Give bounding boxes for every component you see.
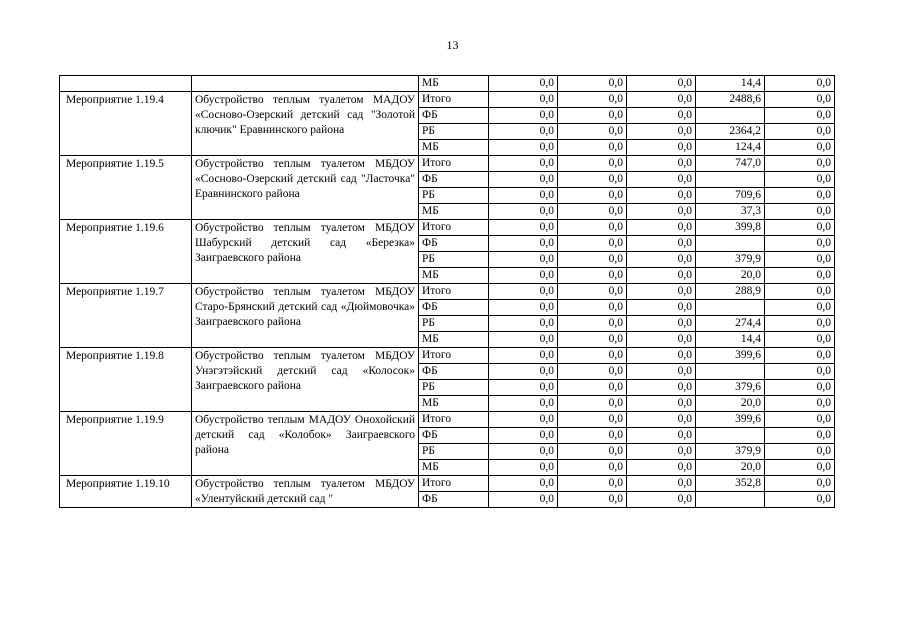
amount-cell: 0,0 [489,284,558,300]
amount-cell: 0,0 [558,220,627,236]
funding-source-cell: МБ [419,396,489,412]
amount-cell: 379,9 [696,444,765,460]
funding-source-cell: Итого [419,220,489,236]
measure-description-cell: Обустройство теплым туалетом МБДОУ Шабурский детский сад «Березка» Заиграевского района [192,220,419,284]
funding-source-cell: МБ [419,332,489,348]
amount-cell: 0,0 [627,428,696,444]
amount-cell: 0,0 [558,476,627,492]
amount-cell: 0,0 [489,204,558,220]
amount-cell: 379,6 [696,380,765,396]
amount-cell: 0,0 [627,460,696,476]
table-row [60,412,835,428]
measure-code-cell: Мероприятие 1.19.4 [60,92,192,156]
amount-cell: 0,0 [627,124,696,140]
amount-cell: 0,0 [765,92,835,108]
measure-code-cell: Мероприятие 1.19.8 [60,348,192,412]
amount-cell: 0,0 [558,156,627,172]
amount-cell: 0,0 [489,252,558,268]
amount-cell: 352,8 [696,476,765,492]
amount-cell: 0,0 [558,124,627,140]
amount-cell: 747,0 [696,156,765,172]
amount-cell: 0,0 [765,492,835,508]
measure-description-cell [192,76,419,92]
table-row [60,348,835,364]
amount-cell: 0,0 [558,236,627,252]
amount-cell: 0,0 [765,172,835,188]
amount-cell: 0,0 [765,252,835,268]
amount-cell: 0,0 [765,332,835,348]
amount-cell: 0,0 [489,92,558,108]
funding-source-cell: ФБ [419,492,489,508]
amount-cell: 379,9 [696,252,765,268]
amount-cell: 0,0 [489,332,558,348]
amount-cell: 0,0 [558,284,627,300]
amount-cell: 0,0 [765,124,835,140]
budget-table [59,75,835,508]
measure-description-cell: Обустройство теплым туалетом МБДОУ Старо-Брянский детский сад «Дюймовочка» Заиграевского района [192,284,419,348]
amount-cell: 2488,6 [696,92,765,108]
amount-cell: 37,3 [696,204,765,220]
amount-cell: 0,0 [627,252,696,268]
measure-code-cell: Мероприятие 1.19.6 [60,220,192,284]
amount-cell: 0,0 [489,364,558,380]
funding-source-cell: РБ [419,444,489,460]
amount-cell: 0,0 [765,300,835,316]
amount-cell: 0,0 [558,268,627,284]
amount-cell: 0,0 [558,316,627,332]
amount-cell: 0,0 [765,364,835,380]
funding-source-cell: Итого [419,92,489,108]
budget-table-body [60,76,835,508]
amount-cell: 0,0 [489,140,558,156]
amount-cell: 14,4 [696,332,765,348]
table-row [60,92,835,108]
amount-cell: 0,0 [765,412,835,428]
amount-cell: 2364,2 [696,124,765,140]
amount-cell: 709,6 [696,188,765,204]
amount-cell: 0,0 [765,156,835,172]
amount-cell [696,172,765,188]
measure-description-cell: Обустройство теплым МАДОУ Онохойский детский сад «Колобок» Заиграевского района [192,412,419,476]
amount-cell: 0,0 [558,444,627,460]
amount-cell: 0,0 [489,300,558,316]
amount-cell: 0,0 [558,428,627,444]
amount-cell: 0,0 [765,476,835,492]
amount-cell: 0,0 [558,188,627,204]
measure-code-cell: Мероприятие 1.19.5 [60,156,192,220]
amount-cell [696,236,765,252]
amount-cell: 0,0 [627,172,696,188]
amount-cell: 0,0 [489,156,558,172]
table-row [60,476,835,492]
amount-cell: 0,0 [627,188,696,204]
amount-cell: 0,0 [765,444,835,460]
funding-source-cell: РБ [419,252,489,268]
amount-cell: 0,0 [627,332,696,348]
funding-source-cell: ФБ [419,428,489,444]
amount-cell: 0,0 [489,348,558,364]
amount-cell: 0,0 [558,204,627,220]
measure-code-cell: Мероприятие 1.19.7 [60,284,192,348]
amount-cell: 0,0 [765,284,835,300]
measure-description-cell: Обустройство теплым туалетом МБДОУ «Улентуйский детский сад " [192,476,419,508]
amount-cell: 399,6 [696,412,765,428]
funding-source-cell: Итого [419,412,489,428]
amount-cell: 0,0 [627,300,696,316]
amount-cell: 0,0 [765,220,835,236]
table-row [60,76,835,92]
amount-cell: 0,0 [558,348,627,364]
funding-source-cell: РБ [419,188,489,204]
amount-cell: 0,0 [558,460,627,476]
amount-cell: 0,0 [489,172,558,188]
amount-cell: 0,0 [489,444,558,460]
amount-cell: 399,6 [696,348,765,364]
amount-cell: 0,0 [765,428,835,444]
amount-cell: 0,0 [489,108,558,124]
amount-cell: 0,0 [558,412,627,428]
measure-code-cell: Мероприятие 1.19.10 [60,476,192,508]
amount-cell [696,300,765,316]
amount-cell: 20,0 [696,460,765,476]
amount-cell: 0,0 [627,396,696,412]
funding-source-cell: МБ [419,204,489,220]
amount-cell: 0,0 [627,220,696,236]
amount-cell: 0,0 [627,156,696,172]
amount-cell: 399,8 [696,220,765,236]
amount-cell: 0,0 [765,188,835,204]
amount-cell: 0,0 [765,380,835,396]
table-row [60,156,835,172]
amount-cell: 0,0 [627,380,696,396]
amount-cell: 0,0 [489,492,558,508]
amount-cell: 0,0 [627,364,696,380]
amount-cell: 0,0 [489,396,558,412]
amount-cell [696,108,765,124]
funding-source-cell: ФБ [419,364,489,380]
funding-source-cell: МБ [419,460,489,476]
amount-cell: 0,0 [627,316,696,332]
amount-cell: 0,0 [627,348,696,364]
amount-cell: 0,0 [765,316,835,332]
amount-cell: 0,0 [558,332,627,348]
amount-cell: 0,0 [765,204,835,220]
amount-cell: 0,0 [627,444,696,460]
amount-cell: 20,0 [696,396,765,412]
measure-description-cell: Обустройство теплым туалетом МБДОУ Унэгэтэйский детский сад «Колосок» Заиграевского района [192,348,419,412]
funding-source-cell: ФБ [419,172,489,188]
amount-cell: 0,0 [627,412,696,428]
funding-source-cell: Итого [419,284,489,300]
amount-cell: 0,0 [765,348,835,364]
amount-cell: 0,0 [489,412,558,428]
measure-code-cell: Мероприятие 1.19.9 [60,412,192,476]
amount-cell: 0,0 [489,460,558,476]
amount-cell: 0,0 [489,188,558,204]
amount-cell: 0,0 [627,236,696,252]
table-row [60,284,835,300]
amount-cell: 0,0 [558,92,627,108]
funding-source-cell: ФБ [419,108,489,124]
amount-cell: 20,0 [696,268,765,284]
measure-description-cell: Обустройство теплым туалетом МАДОУ «Сосново-Озерский детский сад "Золотой ключик" Еравнинского района [192,92,419,156]
amount-cell: 0,0 [489,380,558,396]
amount-cell: 0,0 [765,76,835,92]
amount-cell: 274,4 [696,316,765,332]
amount-cell: 0,0 [627,492,696,508]
funding-source-cell: ФБ [419,236,489,252]
amount-cell: 0,0 [627,76,696,92]
amount-cell: 0,0 [627,140,696,156]
table-row [60,220,835,236]
funding-source-cell: Итого [419,476,489,492]
amount-cell: 0,0 [627,108,696,124]
amount-cell: 0,0 [627,476,696,492]
amount-cell: 124,4 [696,140,765,156]
funding-source-cell: ФБ [419,300,489,316]
amount-cell: 0,0 [558,252,627,268]
amount-cell: 0,0 [765,268,835,284]
amount-cell [696,492,765,508]
amount-cell: 0,0 [765,460,835,476]
amount-cell: 0,0 [489,236,558,252]
amount-cell: 0,0 [558,76,627,92]
amount-cell: 0,0 [489,316,558,332]
amount-cell: 0,0 [558,108,627,124]
funding-source-cell: РБ [419,124,489,140]
funding-source-cell: РБ [419,380,489,396]
amount-cell: 0,0 [558,396,627,412]
amount-cell: 0,0 [558,140,627,156]
amount-cell: 288,9 [696,284,765,300]
funding-source-cell: РБ [419,316,489,332]
amount-cell: 0,0 [627,284,696,300]
amount-cell: 0,0 [558,492,627,508]
amount-cell [696,428,765,444]
funding-source-cell: Итого [419,348,489,364]
funding-source-cell: МБ [419,140,489,156]
amount-cell: 0,0 [765,108,835,124]
amount-cell: 0,0 [489,428,558,444]
amount-cell: 0,0 [765,140,835,156]
amount-cell: 0,0 [489,76,558,92]
amount-cell: 0,0 [489,124,558,140]
amount-cell: 0,0 [489,476,558,492]
amount-cell: 0,0 [558,380,627,396]
amount-cell: 0,0 [765,396,835,412]
amount-cell [696,364,765,380]
amount-cell: 0,0 [558,364,627,380]
measure-code-cell [60,76,192,92]
amount-cell: 0,0 [558,172,627,188]
funding-source-cell: Итого [419,156,489,172]
amount-cell: 0,0 [627,92,696,108]
measure-description-cell: Обустройство теплым туалетом МБДОУ «Сосново-Озерский детский сад "Ласточка" Еравнинского района [192,156,419,220]
funding-source-cell: МБ [419,76,489,92]
amount-cell: 0,0 [489,268,558,284]
amount-cell: 0,0 [765,236,835,252]
amount-cell: 0,0 [558,300,627,316]
amount-cell: 14,4 [696,76,765,92]
funding-source-cell: МБ [419,268,489,284]
amount-cell: 0,0 [627,268,696,284]
amount-cell: 0,0 [489,220,558,236]
amount-cell: 0,0 [627,204,696,220]
page-number: 13 [446,38,459,52]
